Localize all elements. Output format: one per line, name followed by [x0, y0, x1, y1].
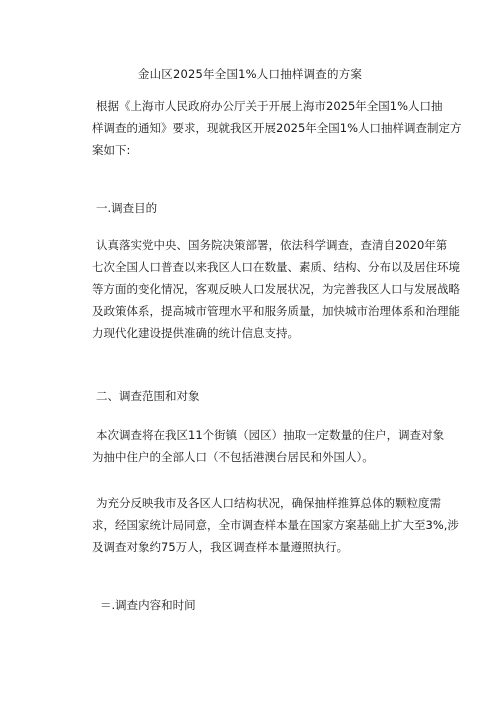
text-line: 本次调查将在我区11个街镇（园区）抽取一定数量的住户，调查对象 [96, 428, 445, 442]
text-line: 求，经国家统计局同意，全市调查样本量在国家方案基础上扩大至3%,涉 [92, 518, 459, 532]
section-heading-scope: 二、调查范围和对象 [96, 389, 200, 403]
section-heading-content-time: ＝.调查内容和时间 [100, 598, 196, 612]
text-line: 认真落实党中央、国务院决策部署，依法科学调查，查清自2020年第 [96, 238, 448, 252]
text-line: 七次全国人口普查以来我区人口在数量、素质、结构、分布以及居住环境 [92, 260, 460, 274]
text-line: 样调查的通知》要求，现就我区开展2025年全国1%人口抽样调查制定方 [92, 121, 462, 135]
text-line: 及调查对象约75万人，我区调查样本量遵照执行。 [92, 540, 349, 554]
text-line: 力现代化建设提供准确的统计信息支持。 [92, 326, 299, 340]
text-line: 为充分反映我市及各区人口结构状况，确保抽样推算总体的颗粒度需 [96, 496, 441, 510]
section-heading-purpose: 一.调查目的 [96, 201, 158, 215]
text-line: 案如下: [92, 143, 131, 157]
document-title: 金山区2025年全国1%人口抽样调查的方案 [137, 67, 363, 81]
text-line: 根据《上海市人民政府办公厅关于开展上海市2025年全国1%人口抽 [96, 99, 443, 113]
purpose-paragraph [92, 234, 460, 344]
text-line: 及政策体系，提高城市管理水平和服务质量，加快城市治理体系和治理能 [92, 304, 460, 318]
scope-paragraph-2 [92, 492, 459, 558]
text-line: 为抽中住户的全部人口（不包括港澳台居民和外国人）。 [92, 450, 374, 464]
scope-paragraph-1 [92, 424, 445, 468]
text-line: 等方面的变化情况，客观反映人口发展状况，为完善我区人口与发展战略 [92, 282, 460, 296]
intro-paragraph [92, 95, 462, 161]
